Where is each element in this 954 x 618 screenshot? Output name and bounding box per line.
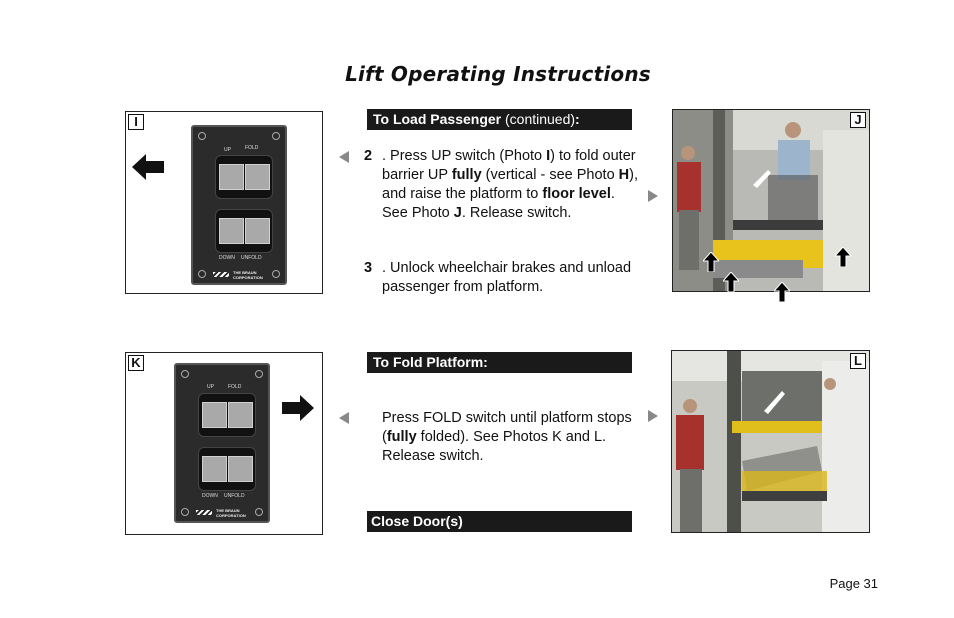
load-passenger-header: To Load Passenger (continued): [367, 109, 632, 130]
photo-label-i: I [128, 114, 144, 130]
up-arrow-icon-2 [723, 272, 739, 292]
up-arrow-icon [703, 252, 719, 272]
brand-name: THE BRAUN [216, 508, 240, 513]
down-unfold-switch[interactable] [215, 209, 273, 253]
brand-name: THE BRAUN [233, 270, 257, 275]
label-down: DOWN [219, 255, 235, 261]
pointer-right-icon-2 [648, 410, 658, 422]
label-up: UP [224, 147, 231, 153]
pointer-right-icon [648, 190, 658, 202]
pointer-left-icon [339, 151, 349, 163]
switch-panel-i [191, 125, 287, 285]
photo-i [125, 111, 323, 294]
brand-logo-icon [213, 272, 229, 277]
brand-name-2: CORPORATION [233, 275, 263, 280]
brand-name-2: CORPORATION [216, 513, 246, 518]
up-arrow-icon-4 [774, 282, 790, 302]
fold-platform-header: To Fold Platform: [367, 352, 632, 373]
up-fold-switch[interactable] [215, 155, 273, 199]
page-number: Page 31 [829, 576, 878, 591]
photo-label-k: K [128, 355, 144, 371]
photo-l [671, 350, 870, 533]
up-fold-switch[interactable] [198, 393, 256, 437]
label-up: UP [207, 384, 214, 390]
label-unfold: UNFOLD [224, 493, 245, 499]
arrow-right-icon [282, 395, 316, 421]
photo-label-l: L [850, 353, 866, 369]
photo-k [125, 352, 323, 535]
close-doors-header: Close Door(s) [367, 511, 632, 532]
label-unfold: UNFOLD [241, 255, 262, 261]
switch-panel-k [174, 363, 270, 523]
photo-label-j: J [850, 112, 866, 128]
step-3: 3 . Unlock wheelchair brakes and unload passenger from platform. [364, 260, 632, 295]
step-2: 2 . Press UP switch (Photo I) to fold outer barrier UP fully (vertical - see Photo H), and raise the platform to floor level. See Photo J. Release switch. [364, 148, 638, 221]
up-arrow-icon-3 [835, 247, 851, 267]
pointer-left-icon-2 [339, 412, 349, 424]
page-title: Lift Operating Instructions [345, 62, 651, 86]
down-unfold-switch[interactable] [198, 447, 256, 491]
arrow-left-icon [132, 154, 166, 180]
photo-l-image [672, 351, 870, 533]
label-down: DOWN [202, 493, 218, 499]
label-fold: FOLD [228, 384, 242, 390]
label-fold: FOLD [245, 145, 259, 151]
brand-logo-icon [196, 510, 212, 515]
fold-instructions: Press FOLD switch until platform stops (fully folded). See Photos K and L. Release switch. [382, 410, 632, 464]
